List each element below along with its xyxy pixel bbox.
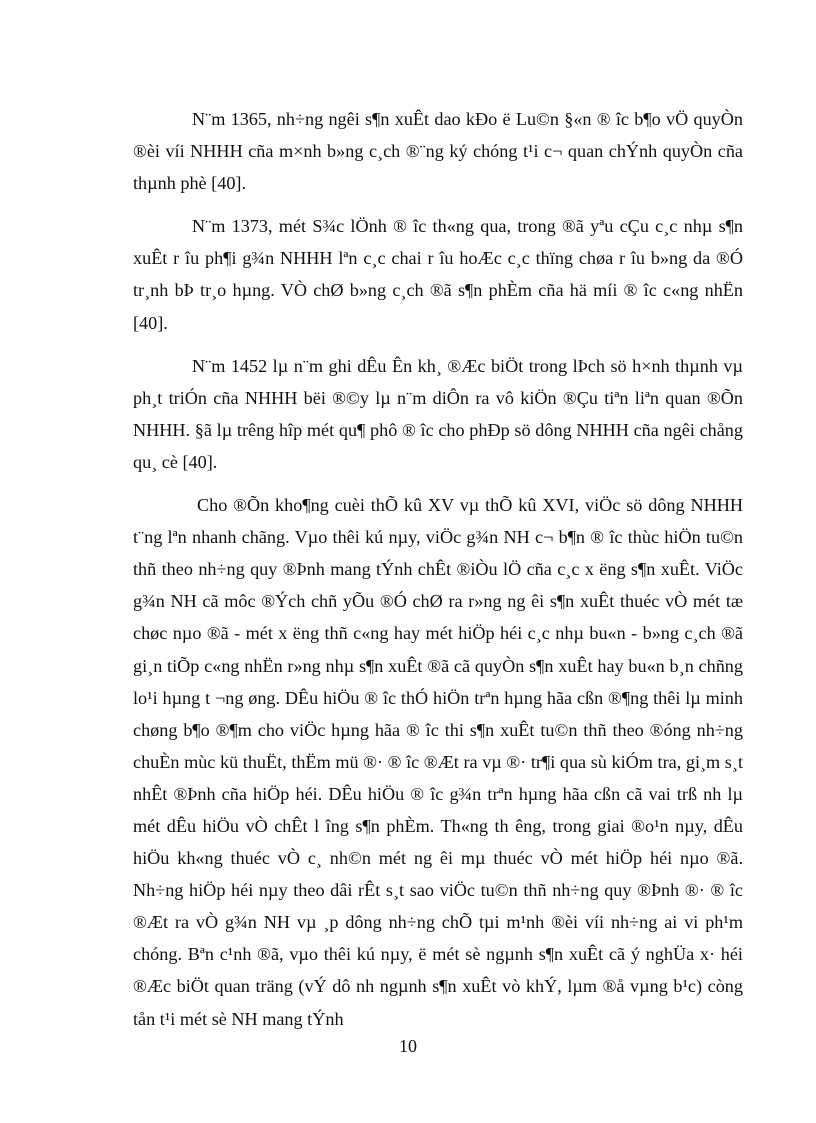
document-body xyxy=(133,103,743,1046)
paragraph-2: N¨m 1373, mét S¾c lÖnh ® îc th«ng qua, trong ®ã yªu cÇu c¸c nhµ s¶n xuÊt r îu ph¶i g¾n NHHH lªn c¸c chai r îu hoÆc c¸c thïng chøa r îu b»ng da ®Ó tr¸nh bÞ tr¸o hµng. VÒ chØ b»ng c¸ch ®ã s¶n phÈm cña hä míi ® îc c«ng nhËn [40]. xyxy=(133,216,743,333)
paragraph-1: N¨m 1365, nh÷ng ngêi s¶n xuÊt dao kÐo ë Lu©n §«n ® îc b¶o vÖ quyÒn ®èi víi NHHH cña m×nh b»ng c¸ch ®¨ng ký chóng t¹i c¬ quan chÝnh quyÒn cña thµnh phè [40]. xyxy=(133,109,743,194)
page-number: 10 xyxy=(399,1036,417,1056)
paragraph-3: N¨m 1452 lµ n¨m ghi dÊu Ên kh¸ ®Æc biÖt trong lÞch sö h×nh thµnh vµ ph¸t triÓn cña NHHH bëi ®©y lµ n¨m diÔn ra vô kiÖn ®Çu tiªn liªn quan ®Õn NHHH. §ã lµ trêng hîp mét qu¶ phô ® îc cho phÐp sö dông NHHH cña ngêi chång qu¸ cè [40]. xyxy=(133,355,743,472)
paragraph-4: Cho ®Õn kho¶ng cuèi thÕ kû XV vµ thÕ kû XVI, viÖc sö dông NHHH t¨ng lªn nhanh chãng. Vµo thêi kú nµy, viÖc g¾n NH c¬ b¶n ® îc thùc hiÖn tu©n thñ theo nh÷ng quy ®Þnh mang tÝnh chÊt ®iÒu lÖ cña c¸c x ëng s¶n xuÊt. ViÖc g¾n NH cã môc ®Ých chñ yÕu ®Ó chØ ra r»ng ng êi s¶n xuÊt thuéc vÒ mét tæ chøc nµo ®ã - mét x ëng thñ c«ng hay mét hiÖp héi c¸c nhµ bu«n - b»ng c¸ch ®ã gi¸n tiÕp c«ng nhËn r»ng nhµ s¶n xuÊt ®ã cã quyÒn s¶n xuÊt hay bu«n b¸n chñng lo¹i hµng t ¬ng øng. DÊu hiÖu ® îc thÓ hiÖn trªn hµng hãa cßn ®¶ng thêi lµ minh chøng b¶o ®¶m cho viÖc hµng hãa ® îc thi s¶n xuÊt tu©n thñ theo ®óng nh÷ng chuÈn mùc kü thuËt, thËm mü ®· ® îc ®Æt ra vµ ®· tr¶i qua sù kiÓm tra, gi¸m s¸t nhÊt ®Þnh cña hiÖp héi. DÊu hiÖu ® îc g¾n trªn hµng hãa cßn cã vai trß nh lµ mét dÊu hiÖu vÒ chÊt l îng s¶n phÈm. Th«ng th êng, trong giai ®o¹n nµy, dÊu hiÖu kh«ng thuéc vÒ c¸ nh©n mét ng êi mµ thuéc vÒ mét hiÖp héi nµo ®ã. Nh÷ng hiÖp héi nµy theo dâi rÊt s¸t sao viÖc tu©n thñ nh÷ng quy ®Þnh ®· ® îc ®Æt ra vÒ g¾n NH vµ ¸p dông nh÷ng chÕ tµi m¹nh ®èi víi nh÷ng ai vi ph¹m chóng. Bªn c¹nh ®ã, vµo thêi kú nµy, ë mét sè ngµnh s¶n xuÊt cã ý nghÜa x· héi ®Æc biÖt quan träng (vÝ dô nh ngµnh s¶n xuÊt vò khÝ, lµm ®å vµng b¹c) còng tån t¹i mét sè NH mang tÝnh xyxy=(133,495,743,1029)
